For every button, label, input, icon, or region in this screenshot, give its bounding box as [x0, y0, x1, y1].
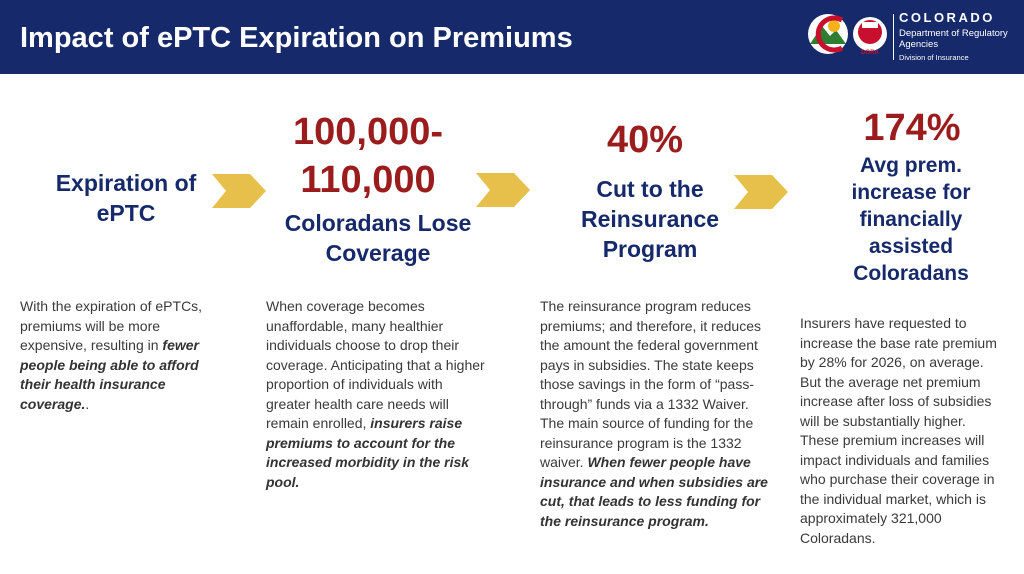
col1-heading: Expiration of ePTC [55, 170, 197, 226]
header-bar [0, 0, 1024, 74]
page-title: Impact of ePTC Expiration on Premiums [20, 22, 573, 54]
col3-body: The reinsurance program reduces premiums; and therefore, it reduces the amount the federal government pays in subsidies. The state keeps those savings in the form of “pass-through” funds via a 1332 Waiver. The main source of funding for the reinsurance program is the 1332 waiver. When fewer people have insurance and when subsidies are cut, that leads to less funding for the reinsurance program. [540, 298, 768, 529]
arrow-chevron-icon [734, 175, 788, 209]
col2-stat-line2: 110,000 [300, 159, 436, 201]
logo-department: Department of Regulatory Agencies [899, 28, 1008, 50]
col2-heading: Coloradans Lose Coverage [284, 210, 472, 266]
logo-wordmark: COLORADO [899, 10, 995, 25]
colorado-dora-logo [806, 8, 1016, 66]
col3-stat: 40% [606, 119, 684, 161]
col4-heading: Avg prem. increase for financially assisted Coloradans [851, 154, 971, 285]
logo-division: Division of Insurance [899, 53, 969, 62]
logo-divider [893, 14, 894, 60]
col1-body: With the expiration of ePTCs, premiums will be more expensive, resulting in fewer people being able to afford their health insurance coverage.. [20, 298, 203, 412]
col3-heading: Cut to the Reinsurance Program [580, 176, 720, 262]
col2-stat-line1: 100,000- [292, 111, 443, 153]
arrow-chevron-icon [212, 174, 266, 208]
arrow-chevron-icon [476, 173, 530, 207]
col4-body: Insurers have requested to increase the base rate premium by 28% for 2026, on average. But the average net premium increase after loss of subsidies will be substantially higher. These premium increases will impact individuals and families who purchase their coverage in the individual market, which is approximately 321,000 Coloradans. [800, 315, 997, 546]
dora-badge-label: DORA [861, 50, 879, 56]
col2-body: When coverage becomes unaffordable, many healthier individuals choose to drop their coverage. Anticipating that a higher proportion of individuals with greater health care needs will remain enrolled, insurers raise premiums to account for the increased morbidity in the risk pool. [266, 298, 485, 490]
colorado-c-logo-icon [806, 10, 890, 60]
col4-stat: 174% [863, 107, 961, 149]
